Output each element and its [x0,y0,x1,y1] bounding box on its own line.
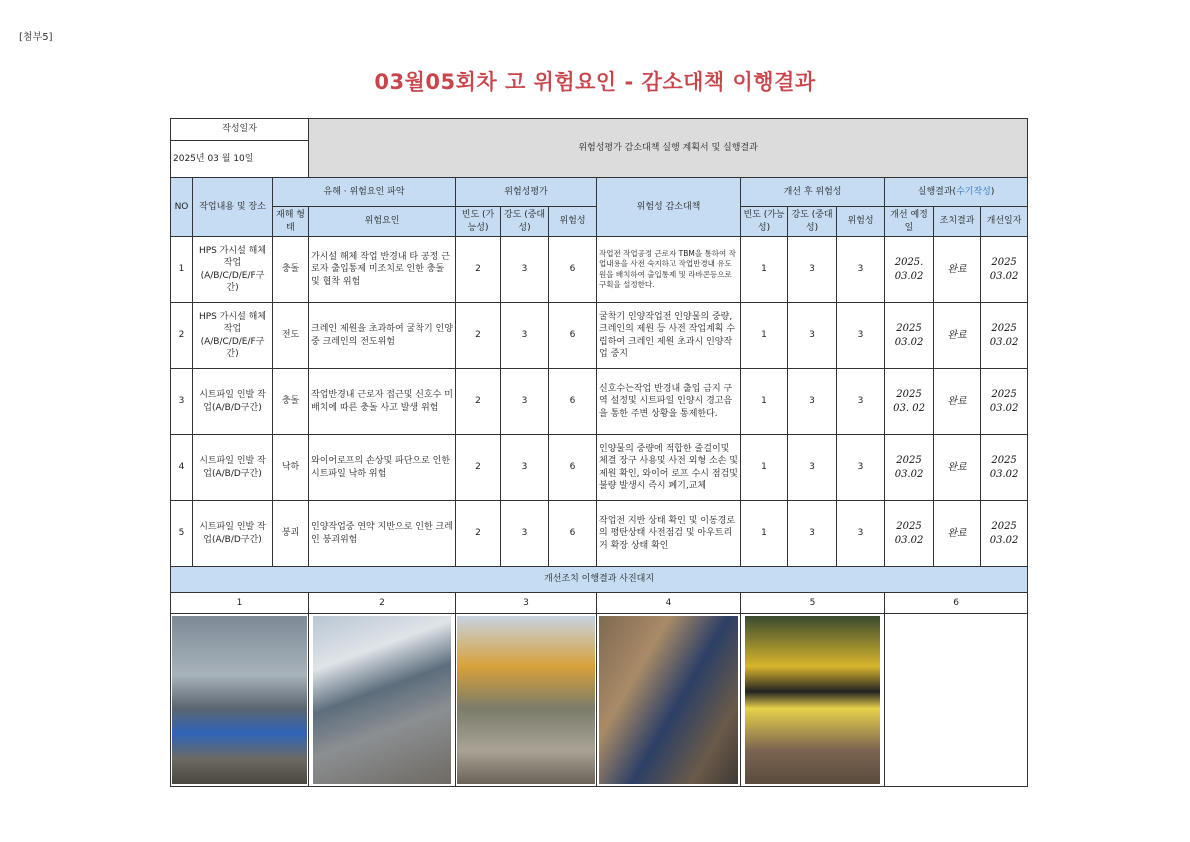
col-planned-date: 개선 예정일 [885,207,934,237]
row-done-date: 2025 03.02 [981,303,1028,369]
row-after-risk: 3 [837,369,885,435]
row-no: 5 [171,501,193,567]
col-risk: 위험성 [549,207,597,237]
row-planned-date: 2025. 03.02 [885,237,934,303]
row-after-frequency: 1 [741,435,788,501]
row-after-severity: 3 [788,303,837,369]
row-work: 시트파일 인발 작업(A/B/D구간) [193,369,273,435]
col-no: NO [171,178,193,237]
row-after-risk: 3 [837,237,885,303]
site-photo [599,616,738,784]
photo-number: 2 [309,593,456,614]
page-title: 03월05회차 고 위험요인 - 감소대책 이행결과 [374,70,816,94]
row-after-frequency: 1 [741,501,788,567]
row-no: 2 [171,303,193,369]
row-after-frequency: 1 [741,303,788,369]
row-after-severity: 3 [788,435,837,501]
row-work: HPS 가시설 해체 작업 (A/B/C/D/E/F구간) [193,237,273,303]
row-action-result: 완료 [934,501,981,567]
row-action-result: 완료 [934,303,981,369]
row-accident-type: 낙하 [273,435,309,501]
col-severity: 강도 (중대성) [501,207,549,237]
row-countermeasure: 작업전 지반 상태 확인 및 이동경로의 평탄상태 사전점검 및 아우트리거 확장 상태 확인 [597,501,741,567]
photo-cell [741,614,885,787]
row-done-date: 2025 03.02 [981,501,1028,567]
row-action-result: 완료 [934,237,981,303]
row-severity: 3 [501,501,549,567]
row-risk: 6 [549,369,597,435]
row-after-severity: 3 [788,369,837,435]
row-countermeasure: 신호수는작업 반경내 출입 금지 구역 설정및 시트파일 인양시 경고음을 통한 주변 상황을 통제한다. [597,369,741,435]
row-after-frequency: 1 [741,369,788,435]
row-after-severity: 3 [788,237,837,303]
photo-number: 6 [885,593,1028,614]
row-severity: 3 [501,303,549,369]
col-accident-type: 재해 형태 [273,207,309,237]
row-countermeasure: 작업전 작업공정 근로자 TBM을 통하여 작업내용을 사전 숙지하고 작업반경내 유도원을 배치하여 출입통제 및 라바콘등으로 구획을 설정한다. [597,237,741,303]
col-done-date: 개선일자 [981,207,1028,237]
row-action-result: 완료 [934,369,981,435]
row-countermeasure: 인양물의 중량에 적합한 줄걸이및 체결 장구 사용및 사전 외형 소손 및 제원 확인, 와이어 로프 수시 점검및 불량 발생시 즉시 폐기,교체 [597,435,741,501]
risk-assessment-table [170,118,1028,787]
site-photo [313,616,451,784]
date-value: 2025년 03 월 10일 [171,141,309,178]
photo-number: 4 [597,593,741,614]
photo-cell-empty [885,614,1028,787]
row-accident-type: 붕괴 [273,501,309,567]
row-no: 4 [171,435,193,501]
row-no: 3 [171,369,193,435]
col-frequency: 빈도 (가능성) [456,207,501,237]
row-after-risk: 3 [837,501,885,567]
row-after-risk: 3 [837,303,885,369]
row-risk: 6 [549,501,597,567]
attachment-label: [첨부5] [19,32,53,43]
row-hazard: 와이어로프의 손상및 파단으로 인한 시트파일 낙하 위험 [309,435,456,501]
date-label: 작성일자 [171,119,309,141]
photo-number: 5 [741,593,885,614]
row-countermeasure: 굴착기 인양작업전 인양물의 중량, 크레인의 제원 등 사전 작업계획 수립하여 크레인 제원 초과시 인양작업 중지 [597,303,741,369]
site-photo [172,616,307,784]
row-risk: 6 [549,303,597,369]
col-result-group [885,178,1028,207]
photo-cell [597,614,741,787]
row-planned-date: 2025 03. 02 [885,369,934,435]
row-hazard: 작업반경내 근로자 접근및 신호수 미배치에 따른 충돌 사고 발생 위험 [309,369,456,435]
row-frequency: 2 [456,369,501,435]
col-work: 작업내용 및 장소 [193,178,273,237]
row-accident-type: 충돌 [273,369,309,435]
col-after-frequency: 빈도 (가능성) [741,207,788,237]
row-frequency: 2 [456,501,501,567]
col-hazard: 위험요인 [309,207,456,237]
col-action-result: 조치결과 [934,207,981,237]
table-row [171,435,1028,501]
photo-number: 1 [171,593,309,614]
row-after-risk: 3 [837,435,885,501]
row-action-result: 완료 [934,435,981,501]
row-hazard: 인양작업중 연약 지반으로 인한 크레인 붕괴위험 [309,501,456,567]
row-severity: 3 [501,435,549,501]
row-no: 1 [171,237,193,303]
row-planned-date: 2025 03.02 [885,435,934,501]
row-severity: 3 [501,237,549,303]
col-hazard-group: 유해 · 위험요인 파악 [273,178,456,207]
table-row [171,369,1028,435]
row-done-date: 2025 03.02 [981,435,1028,501]
photo-cell [171,614,309,787]
table-row [171,501,1028,567]
row-after-severity: 3 [788,501,837,567]
row-done-date: 2025 03.02 [981,369,1028,435]
col-countermeasure: 위험성 감소대책 [597,178,741,237]
col-after-group: 개선 후 위험성 [741,178,885,207]
result-group-end: ) [990,186,995,197]
row-work: 시트파일 인발 작업(A/B/D구간) [193,435,273,501]
row-work: HPS 가시설 해체 작업 (A/B/C/D/E/F구간) [193,303,273,369]
table-row [171,237,1028,303]
row-accident-type: 전도 [273,303,309,369]
row-frequency: 2 [456,303,501,369]
photo-cell [456,614,597,787]
result-group-highlight: 수기작성 [956,186,991,197]
site-photo [745,616,880,784]
col-assessment-group: 위험성평가 [456,178,597,207]
row-risk: 6 [549,435,597,501]
row-severity: 3 [501,369,549,435]
col-after-risk: 위험성 [837,207,885,237]
row-after-frequency: 1 [741,237,788,303]
row-hazard: 크레인 제원을 초과하여 굴착기 인양중 크레인의 전도위험 [309,303,456,369]
row-planned-date: 2025 03.02 [885,501,934,567]
row-risk: 6 [549,237,597,303]
row-work: 시트파일 인발 작업(A/B/D구간) [193,501,273,567]
col-after-severity: 강도 (중대성) [788,207,837,237]
photo-section-title: 개선조치 이행결과 사진대지 [171,567,1028,593]
row-done-date: 2025 03.02 [981,237,1028,303]
row-planned-date: 2025 03.02 [885,303,934,369]
photo-number: 3 [456,593,597,614]
row-accident-type: 충돌 [273,237,309,303]
row-frequency: 2 [456,237,501,303]
table-row [171,303,1028,369]
row-hazard: 가시설 해체 작업 반경내 타 공정 근로자 출입통제 미조치로 인한 충돌 및 협착 위험 [309,237,456,303]
result-group-label: 실행결과( [917,186,957,197]
row-frequency: 2 [456,435,501,501]
site-photo [457,616,595,784]
table-banner: 위험성평가 감소대책 실행 계획서 및 실행결과 [309,119,1028,178]
photo-cell [309,614,456,787]
